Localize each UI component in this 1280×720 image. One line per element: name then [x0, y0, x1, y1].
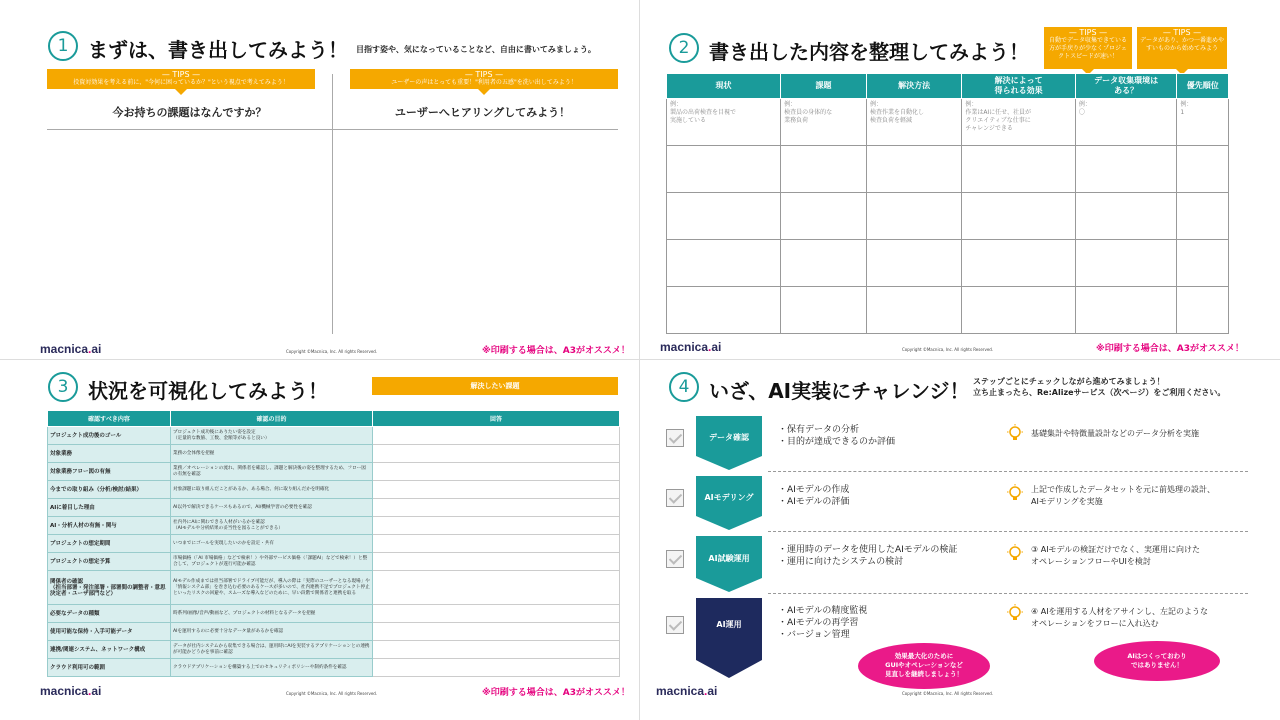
tips-heading: — TIPS —	[464, 70, 504, 79]
print-note: ※印刷する場合は、A3がオススメ！	[482, 346, 630, 356]
check-item: 使用可能な保持・入手可能データ	[48, 623, 171, 641]
panel-visualize	[0, 360, 640, 720]
check-purpose: プロジェクト成功後にありたい姿を設定 （定量的な数値、工数、金額等があると良い）	[171, 427, 373, 445]
stage-arrow-data-check	[696, 416, 762, 470]
callout-bubble-continue: 効果最大化のために GUIやオペレーションなど 見直しを継続しましょう！	[858, 643, 990, 689]
divider	[332, 74, 333, 334]
step-number: 1	[48, 31, 78, 61]
tips-heading: — TIPS —	[1068, 28, 1108, 37]
input-cell[interactable]	[962, 193, 1076, 240]
stage-arrow-ai-modeling	[696, 476, 762, 530]
check-purpose: AI以外で解決できるケースもあるので、AI/機械学習の必要性を確認	[171, 499, 373, 517]
check-item: クラウド利用可の範囲	[48, 659, 171, 677]
tips-heading: — TIPS —	[161, 70, 201, 79]
dashed-divider	[768, 593, 1248, 594]
input-cell[interactable]	[781, 146, 867, 193]
page-subtitle-line1: ステップごとにチェックしながら進めてみましょう！	[973, 377, 1165, 386]
solve-issue-header: 解決したい課題	[372, 377, 618, 395]
check-purpose: 市場価格（「AI 市場価格」などで検索！）や外部サービス価格（「課題AI」などで検索！）と整合して、プロジェクトが遂行可能か確認	[171, 553, 373, 571]
stage-label: データ確認	[709, 433, 749, 442]
answer-cell[interactable]	[373, 659, 620, 677]
input-cell[interactable]	[962, 240, 1076, 287]
input-cell[interactable]	[1177, 287, 1229, 334]
check-item: 今までの取り組み（分析/検討/結果）	[48, 481, 171, 499]
table-header: 回答	[373, 411, 620, 427]
table-header: 課題	[781, 74, 867, 99]
table-row	[48, 571, 620, 605]
answer-cell[interactable]	[373, 641, 620, 659]
copyright: Copyright ©Macnica, Inc. All rights Reserved.	[286, 691, 378, 696]
answer-cell[interactable]	[373, 427, 620, 445]
check-item: AI・分析人材の有無・関与	[48, 517, 171, 535]
copyright: Copyright ©Macnica, Inc. All rights Reserved.	[902, 347, 994, 352]
step-number: 2	[669, 33, 699, 63]
answer-cell[interactable]	[373, 499, 620, 517]
stage-bullets: ・AIモデルの精度監視 ・AIモデルの再学習 ・バージョン管理	[778, 606, 868, 640]
input-cell[interactable]	[1075, 287, 1177, 334]
table-row	[48, 463, 620, 481]
answer-cell[interactable]	[373, 571, 620, 605]
table-row	[48, 605, 620, 623]
check-item: 必要なデータの種類	[48, 605, 171, 623]
table-row	[48, 427, 620, 445]
stage-arrow-ai-operation	[696, 598, 762, 678]
input-cell[interactable]	[867, 240, 962, 287]
table-row	[48, 517, 620, 535]
check-item: プロジェクト成功後のゴール	[48, 427, 171, 445]
input-cell[interactable]	[1177, 146, 1229, 193]
tips-box	[47, 69, 315, 89]
check-item: 連携/関連システム、ネットワーク構成	[48, 641, 171, 659]
table-row	[48, 659, 620, 677]
page-title: 状況を可視化してみよう！	[88, 379, 328, 403]
checkbox-data-check[interactable]	[666, 429, 684, 447]
table-header: 解決方法	[867, 74, 962, 99]
table-row	[48, 535, 620, 553]
check-purpose: クラウドアプリケーションを構築する上でのセキュリティポリシーや制約条件を確認	[171, 659, 373, 677]
panel-write-out	[0, 0, 640, 360]
stage-hint: ④ AIを運用する人材をアサインし、左記のような オペレーションをフローに入れ込む	[1031, 607, 1208, 628]
table-row	[667, 99, 1229, 146]
table-header: 解決によって 得られる効果	[962, 74, 1076, 99]
copyright: Copyright ©Macnica, Inc. All rights Reserved.	[286, 349, 378, 354]
input-cell[interactable]	[1075, 240, 1177, 287]
lightbulb-icon	[1006, 544, 1024, 564]
tips-text: 投資対効果を考える前に、"今何に困っているか？"という視点で考えてみよう！	[73, 79, 289, 86]
page-title: まずは、書き出してみよう！	[88, 38, 348, 62]
example-cell[interactable]: 例： 製品の出荷検査を目視で 実施している	[667, 99, 781, 146]
table-row	[48, 553, 620, 571]
answer-cell[interactable]	[373, 535, 620, 553]
input-cell[interactable]	[867, 193, 962, 240]
answer-cell[interactable]	[373, 481, 620, 499]
stage-hint: 基礎集計や特徴量設計などのデータ分析を実施	[1031, 429, 1199, 438]
page-title: 書き出した内容を整理してみよう！	[709, 40, 1029, 64]
stage-label: AI試験運用	[708, 554, 750, 563]
table-header: 確認の目的	[171, 411, 373, 427]
tips-heading: — TIPS —	[1162, 28, 1202, 37]
panel-organize	[640, 0, 1280, 360]
table-row	[667, 240, 1229, 287]
answer-cell[interactable]	[373, 605, 620, 623]
input-cell[interactable]	[667, 193, 781, 240]
tips-text: ユーザーの声はとっても重要！"利用者の五感"を洗い出してみよう！	[391, 79, 577, 86]
stage-label: AI運用	[716, 620, 742, 629]
check-purpose: データが社内システムから収集できる場合は、運用時にAIを実装するアプリケーションとの連携が可能かどうかを事前に確認	[171, 641, 373, 659]
tips-box	[1137, 27, 1227, 69]
page-title: いざ、AI実装にチャレンジ！	[709, 379, 970, 403]
tips-text: データがあり、かつ一番進めやすいものから始めてみよう	[1140, 37, 1225, 52]
input-cell[interactable]	[1075, 193, 1177, 240]
dashed-divider	[768, 471, 1248, 472]
check-purpose: AIモデル作成までは担当部署でドライブ可能だが、導入の際は「実際のユーザーとなる現場」や「情報システム部」を巻き込む必要のあるケースが多いので、社内連携不足でプロジェクト停止といったリスクの回避や、スムーズな導入などのために、早い段階で関係者と連携を取る	[171, 571, 373, 605]
stage-bullets: ・AIモデルの作成 ・AIモデルの評価	[778, 485, 850, 507]
dashed-divider	[768, 531, 1248, 532]
check-item: プロジェクトの想定予算	[48, 553, 171, 571]
print-note: ※印刷する場合は、A3がオススメ！	[1096, 344, 1244, 354]
stage-label: AIモデリング	[704, 493, 754, 502]
check-purpose: 社内外にAIに関わできる人材がいるかを確認 （AIモデルや分析結果の妥当性を図ることができる）	[171, 517, 373, 535]
check-purpose: 時系列/画像/音声/動画など、プロジェクトの材料となるデータを把握	[171, 605, 373, 623]
input-cell[interactable]	[667, 287, 781, 334]
organize-table	[666, 73, 1229, 334]
answer-cell[interactable]	[373, 445, 620, 463]
lightbulb-icon	[1006, 484, 1024, 504]
check-item: 対象業務フロー図の有無	[48, 463, 171, 481]
example-cell[interactable]: 例： 検査作業を自動化し 検査負荷を軽減	[867, 99, 962, 146]
answer-cell[interactable]	[373, 553, 620, 571]
tips-box	[350, 69, 618, 89]
check-purpose: いつまでにゴールを実現したいのかを設定・共有	[171, 535, 373, 553]
page-subtitle-line2: 立ち止まったら、Re:Alizeサービス（次ページ）をご利用ください。	[973, 388, 1226, 397]
table-row	[48, 641, 620, 659]
page-subtitle: 目指す姿や、気になっていることなど、自由に書いてみましょう。	[356, 45, 596, 54]
callout-bubble-not-done: AIはつくっておわり ではありません！	[1094, 641, 1220, 681]
stage-bullets: ・運用時のデータを使用したAIモデルの検証 ・運用に向けたシステムの検討	[778, 545, 958, 567]
answer-cell[interactable]	[373, 623, 620, 641]
print-note: ※印刷する場合は、A3がオススメ！	[482, 688, 630, 698]
table-row	[48, 499, 620, 517]
input-cell[interactable]	[781, 287, 867, 334]
check-item: AIに着目した理由	[48, 499, 171, 517]
table-row	[48, 481, 620, 499]
input-cell[interactable]	[667, 240, 781, 287]
question-heading: 今お持ちの課題はなんですか？	[112, 106, 267, 119]
macnica-logo: macnica.ai	[656, 684, 718, 698]
example-cell[interactable]: 例： 検査員の身体的な 業務負荷	[781, 99, 867, 146]
lightbulb-icon	[1006, 604, 1024, 624]
check-purpose: 業務の全体像を把握	[171, 445, 373, 463]
check-purpose: 対象課題に取り組んだことがあるか、ある場合、何に取り組んだかを明確化	[171, 481, 373, 499]
macnica-logo: macnica.ai	[40, 342, 102, 356]
example-cell[interactable]: 例： 作業はAIに任せ、社員が クリエイティブな仕事に チャレンジできる	[962, 99, 1076, 146]
input-cell[interactable]	[781, 193, 867, 240]
answer-cell[interactable]	[373, 517, 620, 535]
table-row	[667, 146, 1229, 193]
check-item: 関係者の確認 （担当部署・発注部署・部署間の調整者・意思決定者・ユーザ部門など）	[48, 571, 171, 605]
tips-text: 自動でデータ収集できている方が手戻りが少なくプロジェクトスピードが速い！	[1048, 37, 1127, 60]
table-row	[48, 445, 620, 463]
input-cell[interactable]	[867, 146, 962, 193]
input-cell[interactable]	[962, 287, 1076, 334]
checkbox-ai-operation[interactable]	[666, 616, 684, 634]
table-header: 確認すべき内容	[48, 411, 171, 427]
check-item: プロジェクトの想定期間	[48, 535, 171, 553]
check-purpose: 業務／オペレーションの流れ、関係者を確認し、課題と解決後の姿を整理するため、フロー図の有無を確認	[171, 463, 373, 481]
checkbox-ai-modeling[interactable]	[666, 489, 684, 507]
visualize-table	[47, 410, 620, 677]
panel-implement	[640, 360, 1280, 720]
example-cell[interactable]: 例： 1	[1177, 99, 1229, 146]
table-header: 現状	[667, 74, 781, 99]
table-row	[48, 623, 620, 641]
stage-bullets: ・保有データの分析 ・目的が達成できるのか評価	[778, 425, 896, 447]
table-row	[667, 287, 1229, 334]
input-cell[interactable]	[962, 146, 1076, 193]
question-heading: ユーザーへヒアリングしてみよう！	[394, 106, 571, 119]
stage-hint: 上記で作成したデータセットを元に前処理の設計、 AIモデリングを実施	[1031, 485, 1215, 506]
step-number: 4	[669, 372, 699, 402]
stage-arrow-ai-trial	[696, 536, 762, 592]
stage-hint: ③ AIモデルの検証だけでなく、実運用に向けた オペレーションフローやUIを検討	[1031, 545, 1200, 566]
tips-box	[1044, 27, 1132, 69]
step-number: 3	[48, 372, 78, 402]
input-cell[interactable]	[667, 146, 781, 193]
table-header: データ収集環境は ある？	[1075, 74, 1177, 99]
input-cell[interactable]	[1177, 240, 1229, 287]
input-cell[interactable]	[867, 287, 962, 334]
input-cell[interactable]	[1075, 146, 1177, 193]
copyright: Copyright ©Macnica, Inc. All rights Reserved.	[902, 691, 994, 696]
answer-cell[interactable]	[373, 463, 620, 481]
table-row	[667, 193, 1229, 240]
macnica-logo: macnica.ai	[660, 340, 722, 354]
example-cell[interactable]: 例： 〇	[1075, 99, 1177, 146]
lightbulb-icon	[1006, 424, 1024, 444]
macnica-logo: macnica.ai	[40, 684, 102, 698]
input-cell[interactable]	[781, 240, 867, 287]
input-cell[interactable]	[1177, 193, 1229, 240]
check-purpose: AIを運用するのに必要十分なデータ量があるかを確認	[171, 623, 373, 641]
check-item: 対象業務	[48, 445, 171, 463]
table-header: 優先順位	[1177, 74, 1229, 99]
checkbox-ai-trial[interactable]	[666, 550, 684, 568]
